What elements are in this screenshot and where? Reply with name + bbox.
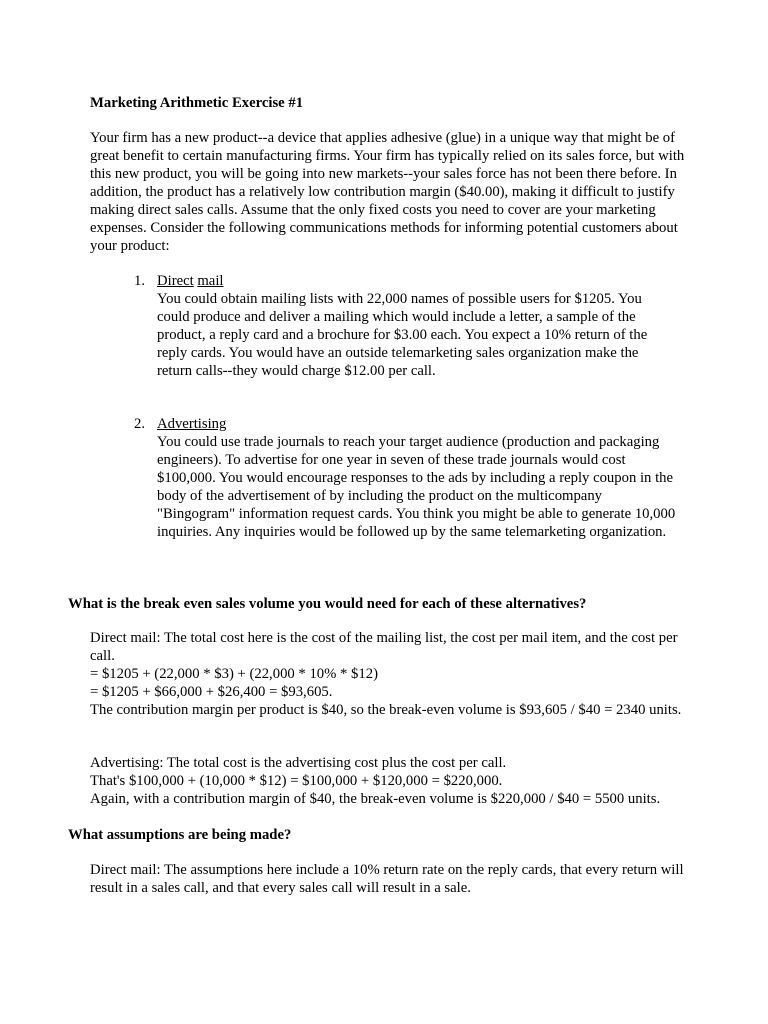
answer-direct-mail-calc2: = $1205 + $66,000 + $26,400 = $93,605. <box>90 684 333 700</box>
heading-word-advertising: Advertising <box>157 416 227 432</box>
list-item-heading <box>157 272 223 290</box>
answer-assumptions: Direct mail: The assumptions here include a 10% return rate on the reply cards, that every return will result in a sales call, and that every sales call will result in a sale. <box>90 862 684 896</box>
list-item-number: 2. <box>134 416 146 432</box>
answer-advertising-calc: That's $100,000 + (10,000 * $12) = $100,000 + $120,000 = $220,000. <box>90 773 503 789</box>
answer-direct-mail-conclusion: The contribution margin per product is $40, so the break-even volume is $93,605 / $40 = 2340 units. <box>90 702 682 718</box>
document-title: Marketing Arithmetic Exercise #1 <box>90 95 304 111</box>
list-item-body: You could obtain mailing lists with 22,000 names of possible users for $1205. You could produce and deliver a mailing which would include a letter, a sample of the product, a reply card and a brochure for $3.00 each. You expect a 10% return of the reply cards. You would have an outside telemarketing sales organization make the return calls--they would charge $12.00 per call. <box>157 291 648 379</box>
answer-direct-mail <box>90 629 690 719</box>
answer-advertising-intro: Advertising: The total cost is the advertising cost plus the cost per call. <box>90 755 507 771</box>
list-item-heading <box>157 415 226 433</box>
intro-paragraph: Your firm has a new product--a device that applies adhesive (glue) in a unique way that might be of great benefit to certain manufacturing firms. Your firm has typically relied on its sales force, but with this new product, you will be going into new markets--your sales force has not been there before. In addition, the product has a relatively low contribution margin ($40.00), making it difficult to justify making direct sales calls. Assume that the only fixed costs you need to cover are your marketing expenses. Consider the following communications methods for informing potential customers about your product: <box>90 130 685 254</box>
question-assumptions: What assumptions are being made? <box>68 827 292 843</box>
list-item-number: 1. <box>134 273 146 289</box>
answer-advertising-conclusion: Again, with a contribution margin of $40, the break-even volume is $220,000 / $40 = 5500 units. <box>90 791 661 807</box>
question-break-even: What is the break even sales volume you would need for each of these alternatives? <box>68 596 587 612</box>
answer-direct-mail-calc1: = $1205 + (22,000 * $3) + (22,000 * 10% * $12) <box>90 666 378 682</box>
list-item-body: You could use trade journals to reach your target audience (production and packaging engineers). To advertise for one year in seven of these trade journals would cost $100,000. You would encourage responses to the ads by including a reply coupon in the body of the advertisement of by including the product on the multicompany "Bingogram" information request cards. You think you might be able to generate 10,000 inquiries. Any inquiries would be followed up by the same telemarketing organization. <box>157 434 676 540</box>
answer-direct-mail-intro: Direct mail: The total cost here is the cost of the mailing list, the cost per mail item, and the cost per call. <box>90 630 678 664</box>
heading-word-mail: mail <box>197 273 224 289</box>
answer-advertising <box>90 754 690 808</box>
heading-word-direct: Direct <box>157 273 194 289</box>
